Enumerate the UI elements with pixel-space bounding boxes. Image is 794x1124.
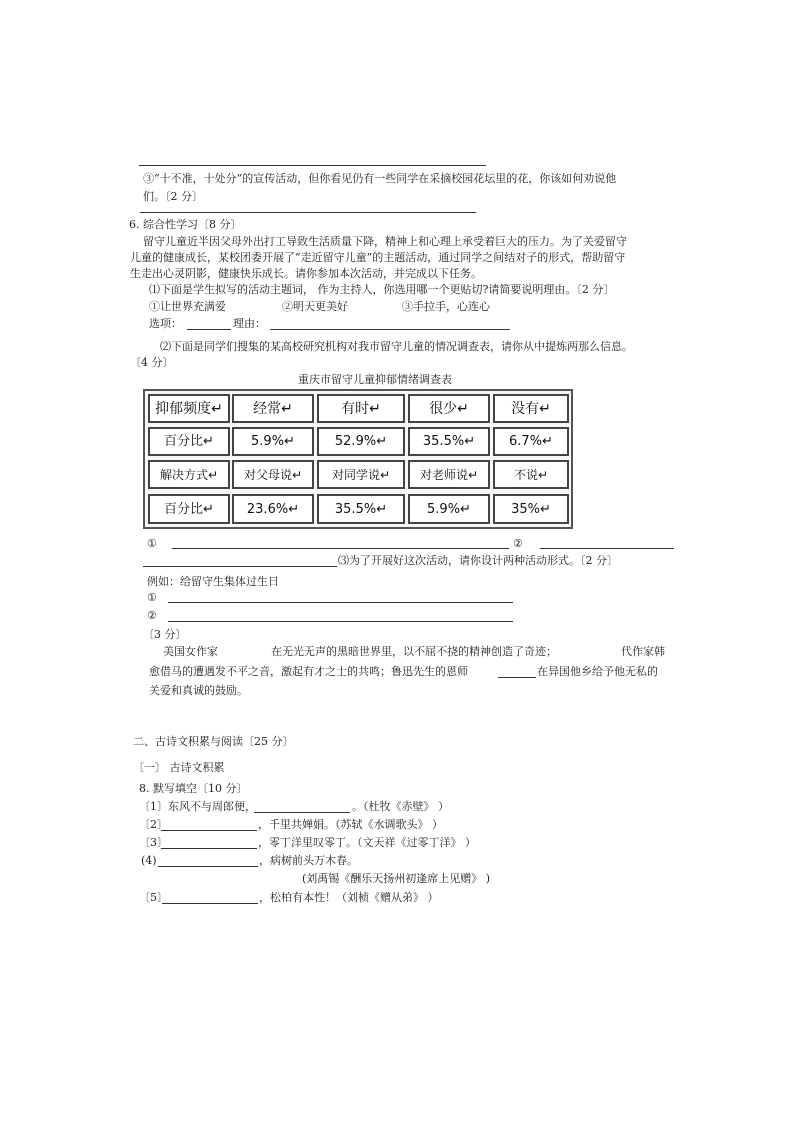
teacher-name-blank[interactable]: [498, 677, 536, 678]
poem-blank-2[interactable]: [161, 830, 257, 831]
q8-heading: 8. 默写填空〔10 分〕: [139, 782, 248, 795]
reason-label: 理由：: [233, 317, 266, 330]
q7-line1-c: 代作家韩: [621, 645, 665, 658]
table-cell: 对同学说↵: [317, 460, 405, 489]
table-cell: 35.5%↵: [408, 427, 490, 456]
q6-sub2-prompt-line2: 〔4 分〕: [130, 356, 174, 369]
q7-score: 〔3 分〕: [143, 628, 187, 641]
poem-line-3-rest: ，零丁洋里叹零丁。（文天祥《过零丁洋》 ）: [258, 836, 476, 849]
table-cell: 抑郁频度↵: [148, 394, 230, 423]
q5-3-line2: 们。〔2 分〕: [143, 190, 203, 203]
q6-intro-line2: 儿童的健康成长，某校团委开展了“走近留守儿童”的主题活动，通过同学之间结对子的形式，帮助留守: [130, 251, 626, 264]
form2-mark: ②: [147, 609, 157, 622]
survey-table: [143, 389, 573, 529]
table-cell: 52.9%↵: [317, 427, 405, 456]
poem-blank-3[interactable]: [161, 848, 257, 849]
section2-heading: 二、古诗文积累与阅读〔25 分〕: [133, 735, 294, 748]
answer-line-q5-2[interactable]: [139, 165, 486, 166]
section2-sub-heading: 〔一〕 古诗文积累: [133, 761, 225, 774]
option-1: ①让世界充满爱: [149, 300, 226, 313]
poem-blank-4[interactable]: [158, 866, 258, 867]
table-cell: 对父母说↵: [232, 460, 314, 489]
poem-line-4-source: (刘禹锡《酬乐天扬州初逢席上见赠》 ): [302, 872, 491, 885]
table-cell: 35%↵: [493, 494, 569, 524]
poem-blank-1[interactable]: [254, 812, 350, 813]
table-cell: 不说↵: [493, 460, 569, 489]
table-cell: 没有↵: [493, 394, 569, 423]
q6-intro-line3: 生走出心灵阴影，健康快乐成长。请你参加本次活动，并完成以下任务。: [130, 267, 482, 280]
poem-line-4-rest: ，病树前头万木春。: [259, 854, 358, 867]
table-title: 重庆市留守儿童抑郁情绪调查表: [298, 373, 452, 386]
table-cell: 经常↵: [232, 394, 314, 423]
form-answer-line-2[interactable]: [168, 621, 513, 622]
q5-3-line1: ③“十不准，十处分”的宣传活动，但你看见仍有一些同学在采摘校园花坛里的花，你该如何劝说他: [143, 172, 617, 185]
table-cell: 对老师说↵: [408, 460, 490, 489]
table-cell: 很少↵: [408, 394, 490, 423]
form1-mark: ①: [147, 591, 157, 604]
q7-line2-b: 在异国他乡给予他无私的: [537, 665, 658, 678]
form-answer-line-1[interactable]: [168, 602, 513, 603]
table-cell: 有时↵: [317, 394, 405, 423]
q6-intro-line1: 留守儿童近半因父母外出打工导致生活质量下降，精神上和心理上承受着巨大的压力。为了关爱留守: [143, 235, 627, 248]
poem-line-5-prefix: 〔5〕: [139, 891, 168, 904]
q7-line2-a: 愈借马的遭遇发不平之音，激起有才之士的共鸣；鲁迅先生的恩师: [149, 665, 468, 678]
q6-sub3-prompt: ⑶为了开展好这次活动，请你设计两种活动形式。〔2 分〕: [338, 554, 618, 567]
blank1-mark: ①: [147, 537, 157, 550]
table-cell: 5.9%↵: [408, 494, 490, 524]
table-cell: 6.7%↵: [493, 427, 569, 456]
poem-blank-5[interactable]: [162, 903, 258, 904]
table-cell: 百分比↵: [148, 494, 230, 524]
example-text: 例如：给留守生集体过生日: [147, 575, 279, 588]
poem-line-4-prefix: (4): [141, 854, 157, 867]
table-cell: 35.5%↵: [317, 494, 405, 524]
info-answer-line-1[interactable]: [172, 548, 509, 549]
poem-line-3-prefix: 〔3〕: [139, 836, 168, 849]
q6-sub1-prompt: ⑴下面是学生拟写的活动主题词， 作为主持人，你选用哪一个更贴切?请简要说明理由。〔2 分〕: [149, 283, 615, 296]
choice-answer-line[interactable]: [187, 329, 231, 330]
option-3: ③手拉手，心连心: [402, 300, 490, 313]
answer-line-q5-3[interactable]: [140, 212, 476, 213]
table-cell: 23.6%↵: [232, 494, 314, 524]
reason-answer-line[interactable]: [270, 329, 510, 330]
blank2-mark: ②: [513, 537, 523, 550]
q6-sub2-prompt-line1: ⑵下面是同学们搜集的某高校研究机构对我市留守儿童的情况调查表，请你从中提炼两那么信息。: [160, 340, 633, 353]
q6-heading: 6. 综合性学习〔8 分〕: [129, 218, 242, 231]
info-answer-line-2a[interactable]: [540, 548, 674, 549]
poem-line-2-rest: ，千里共婵娟。（苏轼《水调歌头》 ）: [258, 818, 443, 831]
q7-line3: 关爱和真诚的鼓励。: [149, 684, 248, 697]
poem-line-2-prefix: 〔2〕: [139, 818, 168, 831]
table-cell: 百分比↵: [148, 427, 230, 456]
choice-label: 选项：: [149, 317, 182, 330]
poem-line-1-prefix: 〔1〕东风不与周郎便，: [139, 800, 256, 813]
q7-line1-b: 在无光无声的黑暗世界里，以不屈不挠的精神创造了奇迹；: [271, 645, 557, 658]
poem-line-5-rest: ，松柏有本性！（刘桢《赠从弟》 ）: [259, 891, 439, 904]
info-answer-line-2b[interactable]: [143, 566, 337, 567]
table-cell: 5.9%↵: [232, 427, 314, 456]
poem-line-1-rest: 。（杜牧《赤壁》 ）: [352, 800, 449, 813]
option-2: ②明天更美好: [282, 300, 348, 313]
table-cell: 解决方式↵: [148, 460, 230, 489]
q7-line1-a: 美国女作家: [163, 645, 218, 658]
